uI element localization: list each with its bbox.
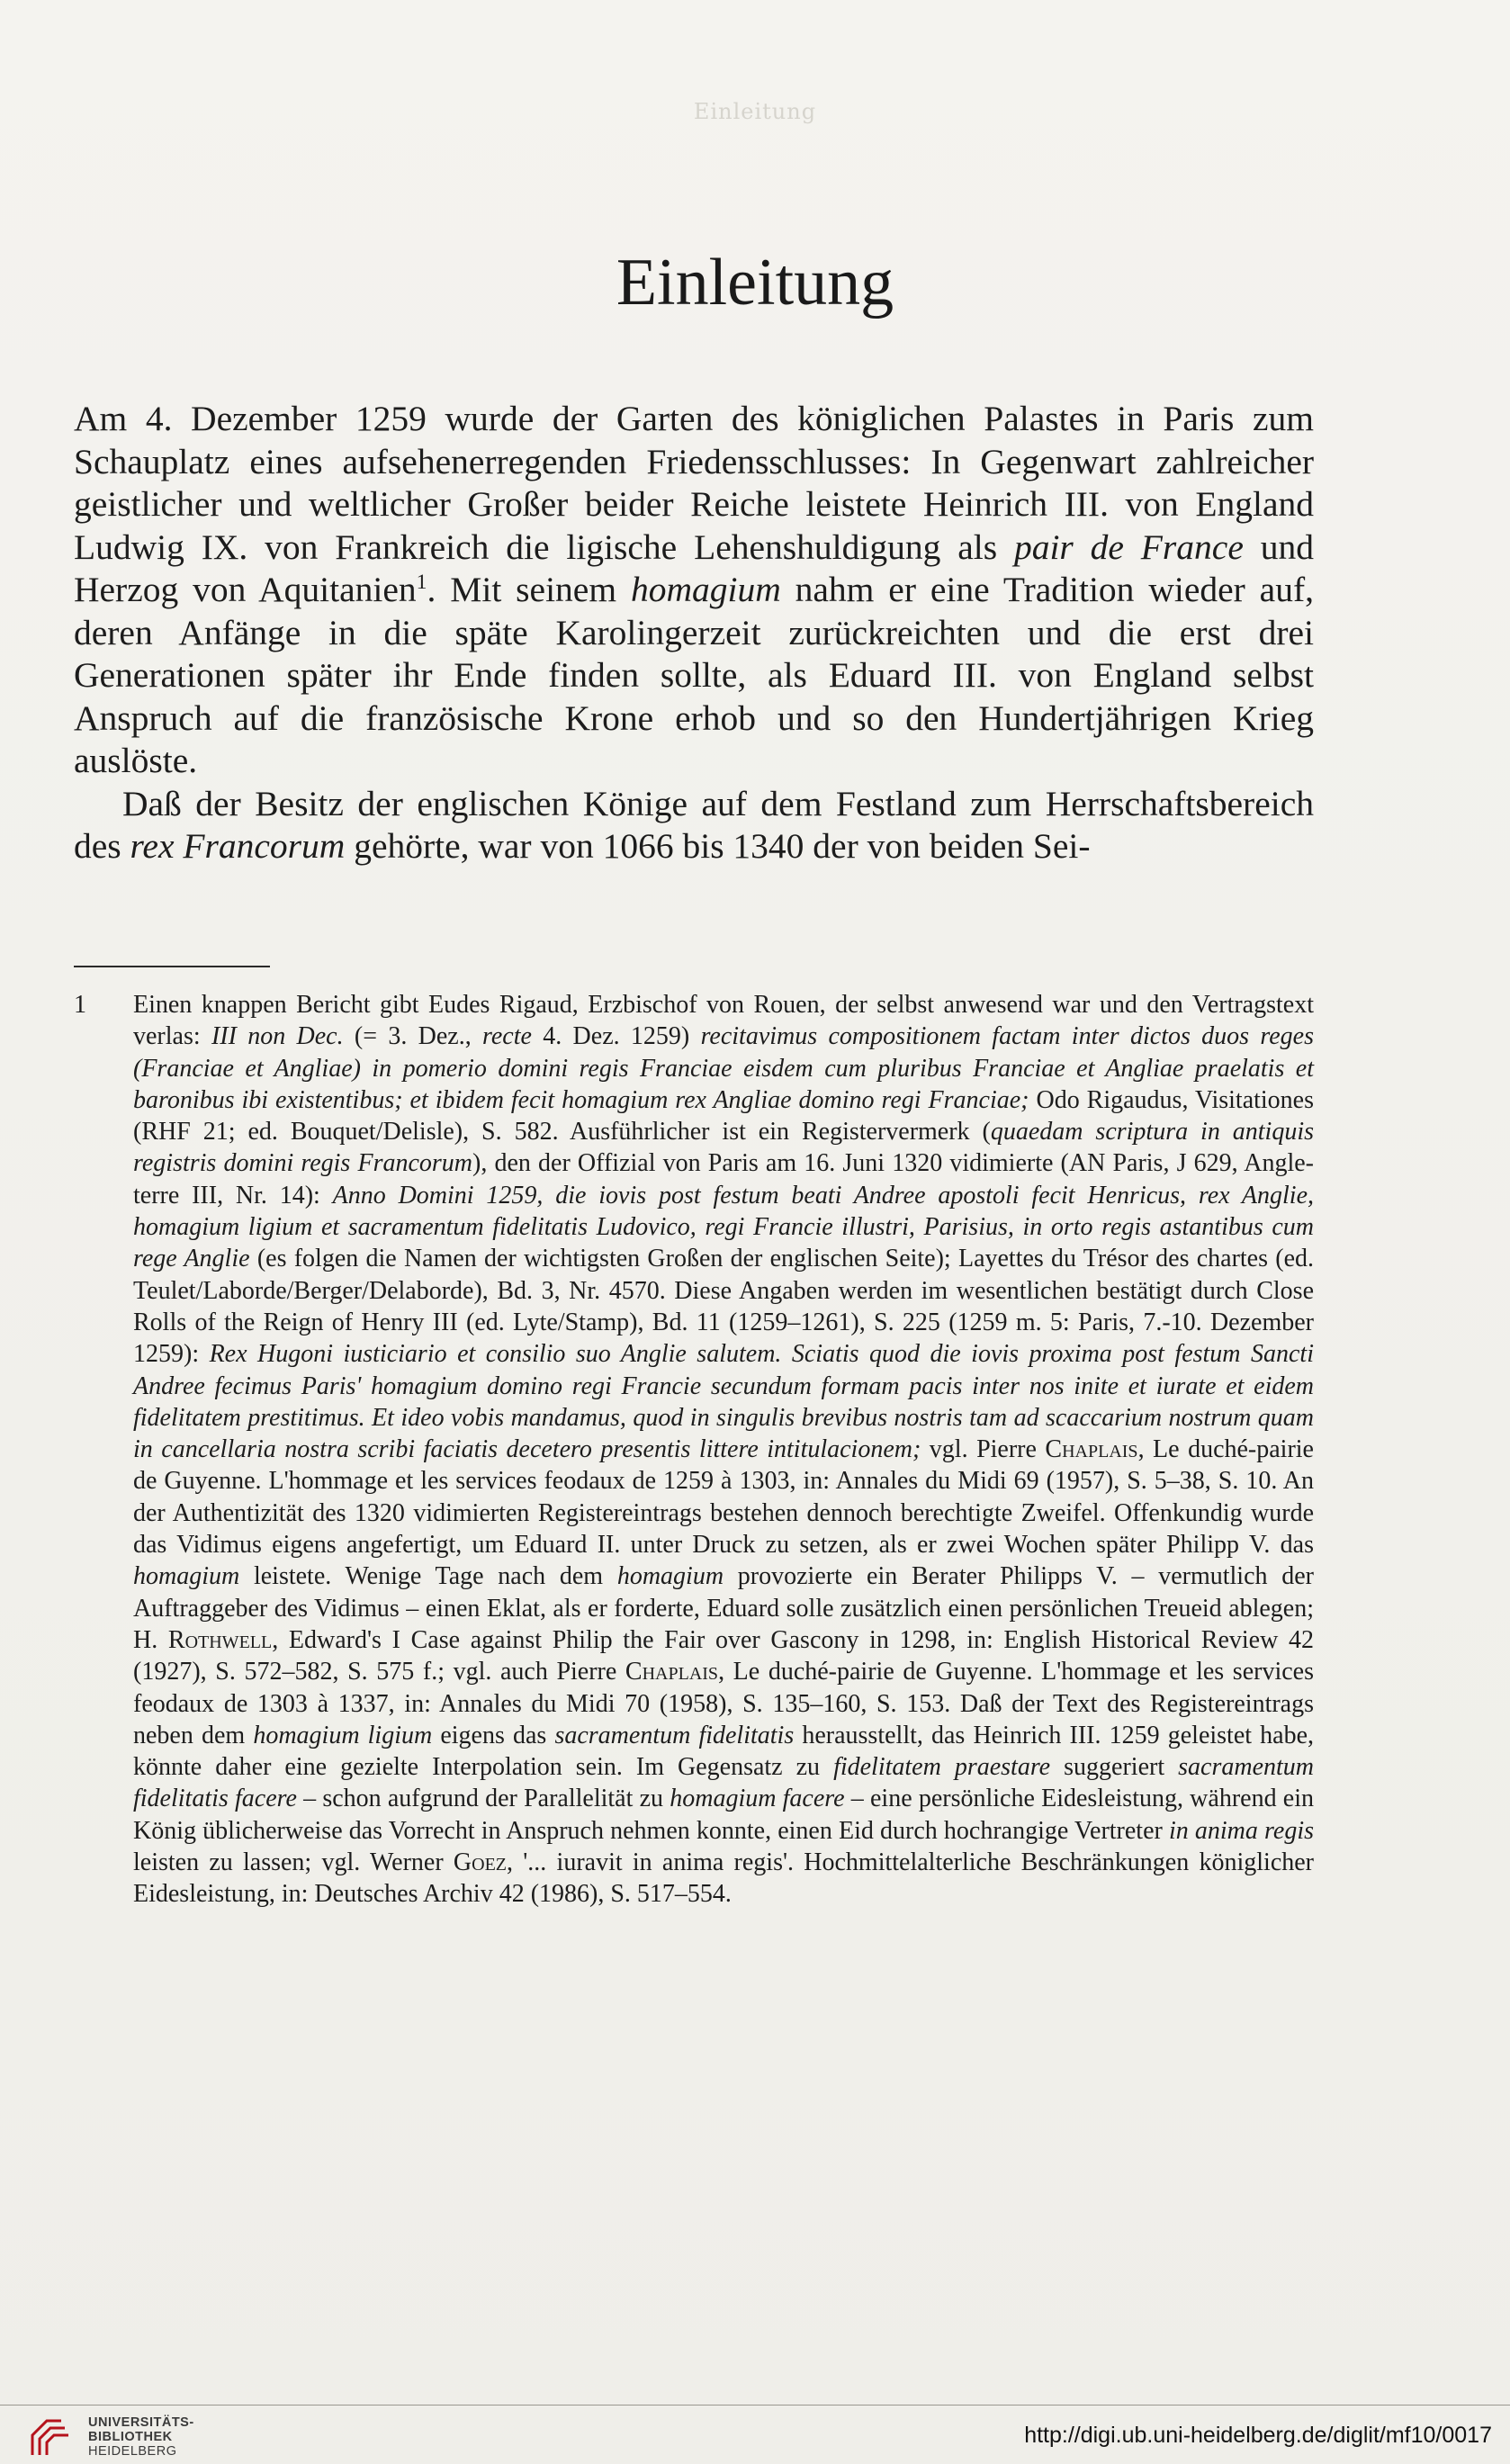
paragraph-1 [74,398,1314,783]
fn-seg: Odo Rigaudus, Visitationes (RHF 21; ed. Bouquet/Delisle), S. 582. Ausführlicher ist ein Registervermerk ( [133,1085,1315,1147]
fn-italic: recitavimus compositionem factam inter dictos duos reges (Franciae et Angliae) in pomerio domini regis Franciae eisdem cum pluribus Franciae et Angliae praelatis et baronibus ibi existentibus; et ibidem fecit homagium rex Angliae domino regi Franciae; [133,1022,1314,1114]
footnote-text [133,989,1314,1911]
fn-italic: sacramentum fidelitatis facere [133,1753,1314,1813]
library-logo-icon [27,2415,79,2459]
fn-italic: sacramentum fidelitatis [554,1721,795,1749]
logo-line-2: BIBLIOTHEK [88,2430,173,2444]
permalink-url[interactable]: http://digi.ub.uni-heidelberg.de/diglit/mf10/0017 [1024,2423,1492,2448]
fn-seg: suggeriert [1050,1753,1179,1782]
paragraph-1-text-d: nahm er eine Tradition wieder auf, deren Anfänge in die späte Karolingerzeit zurückreichten und die erst drei Generationen später ihr Ende finden sollte, als Eduard III. von England selbst Anspruch auf die französische Krone erhob und so den Hundertjährigen Krieg auslöste. [74,570,1314,780]
chapter-title: Einleitung [616,246,894,319]
fn-italic: in anima regis [1168,1816,1314,1845]
fn-italic: quaedam scriptura in antiquis registris domini regis Francorum [133,1118,1314,1178]
fn-seg: vgl. Pierre [921,1435,1046,1464]
fn-italic: homagium [133,1562,240,1591]
fn-author-goez: Goez [453,1848,508,1877]
library-logo-text [88,2415,194,2459]
main-text [74,398,1314,868]
fn-seg: leisten zu lassen; vgl. Werner [133,1848,454,1877]
logo-line-3: HEIDELBERG [88,2444,177,2459]
library-logo[interactable] [27,2415,194,2459]
footnote-number: 1 [74,991,86,1019]
fn-author-chaplais: Chaplais [625,1658,719,1686]
fn-seg: eigens das [432,1721,555,1749]
paragraph-2-text-a: Daß der Besitz der englischen Könige auf dem Festland zum Herrschaftsbereich des [74,783,1314,866]
fn-seg: 4. Dez. 1259) [531,1022,701,1051]
fn-seg: , Edward's I Case against Philip the Fair over Gascony in 1298, in: English Historical Review 42 (1927), S. 572–582, S. 575 f.; vgl. auch Pierre [133,1625,1314,1686]
fn-seg: herausstellt, das Heinrich III. 1259 geleistet habe, könnte daher eine gezielte Interpolation sein. Im Gegensatz zu [133,1721,1315,1782]
fn-italic: fidelitatem praestare [833,1753,1051,1782]
fn-italic: III non Dec. [211,1022,344,1051]
fn-seg: leistete. Wenige Tage nach dem [239,1562,617,1591]
fn-seg: – schon aufgrund der Parallelität zu [296,1785,670,1813]
fn-seg: (= 3. Dez., [343,1022,483,1051]
logo-line-1: UNIVERSITÄTS- [88,2415,194,2430]
footnote-1 [74,989,1314,1911]
paragraph-1-text-c: . Mit seinem [427,570,631,609]
fn-italic: homagium [616,1562,724,1591]
paragraph-2 [74,783,1314,868]
footer-divider [0,2405,1510,2406]
fn-italic: recte [482,1022,532,1051]
footnote-separator [74,966,270,967]
footnote-ref-1[interactable]: 1 [416,570,427,594]
fn-seg: , '... iuravit in anima regis'. Hochmittelalterliche Beschränkungen königlicher Eidesleistung, in: Deutsches Archiv 42 (1986), S. 517–554. [133,1848,1314,1909]
paragraph-2-italic-rex-francorum: rex Francorum [130,826,346,866]
fn-seg: ), den der Offizial von Paris am 16. Juni 1320 vidimierte (AN Paris, J 629, Angleterre III, Nr. 14): [133,1149,1314,1210]
paragraph-2-text-b: gehörte, war von 1066 bis 1340 der von beiden Sei- [345,826,1091,866]
bleed-through-running-header: Einleitung [693,99,817,124]
paragraph-1-italic-homagium: homagium [630,570,781,609]
fn-italic: Anno Domini 1259, die iovis post festum beati Andree apostoli fecit Henricus, rex Anglie, homagium ligium et sacramentum fidelitatis Ludovico, regi Francie illustri, Parisius, in orto regis astantibus cum rege Anglie [133,1181,1314,1273]
paragraph-1-text-a: Am 4. Dezember 1259 wurde der Garten des königlichen Palastes in Paris zum Schauplatz eines aufsehenerregenden Friedensschlusses: In Gegenwart zahlreicher geistlicher und weltlicher Großer beider Reiche leistete Heinrich III. von England Ludwig IX. von Frankreich die ligische Lehenshuldigung als [74,399,1314,567]
fn-seg: – eine persönliche Eidesleistung, während ein König üblicherweise das Vorrecht in Anspruch nehmen konnte, einen Eid durch hochrangige Vertreter [133,1785,1314,1845]
fn-author-chaplais: Chaplais [1045,1435,1138,1464]
fn-italic: homagium ligium [253,1721,433,1749]
paragraph-1-text-b: und Herzog von Aquitanien [74,526,1314,609]
fn-seg: Einen knappen Bericht gibt Eudes Rigaud, Erzbischof von Rouen, der selbst anwesend war und den Vertragstext verlas: [133,991,1314,1051]
fn-italic: Rex Hugoni iusticiario et consilio suo Anglie salutem. Sciatis quod die iovis proxima post festum Sancti Andree fecimus Paris' homagium domino regi Francie secundum formam pacis inter nos inite et iurate et eidem fidelitatem prestitimus. Et ideo vobis mandamus, quod in singulis brevibus nostris tam ad scaccarium nostrum quam in cancellaria nostra scribi faciatis decetero presentis littere intitulacionem; [133,1340,1314,1464]
fn-seg: , Le duché-pairie de Guyenne. L'hommage et les services feodaux de 1303 à 1337, in: Annales du Midi 70 (1958), S. 135–160, S. 153. Daß der Text des Registereintrags neben dem [133,1658,1314,1749]
fn-italic: homagium facere [670,1785,845,1813]
fn-author-rothwell: Rothwell [167,1625,273,1654]
fn-seg: , Le duché-pairie de Guyenne. L'hommage et les services feodaux de 1259 à 1303, in: Annales du Midi 69 (1957), S. 5–38, S. 10. An der Authentizität des 1320 vidimierten Registereintrags bestehen dennoch berechtigte Zweifel. Offenkundig wurde das Vidimus eigens angefertigt, um Eduard II. unter Druck zu setzen, als er zwei Wochen später Philipp V. das [133,1435,1314,1560]
fn-seg: provozierte ein Berater Philipps V. – vermutlich der Auftraggeber des Vidimus – einen Eklat, als er forderte, Eduard solle zusätzlich einen persönlichen Treueid ablegen; H. [133,1562,1315,1654]
fn-seg: (es folgen die Namen der wichtigsten Großen der englischen Seite); Layettes du Trésor des chartes (ed. Teulet/Laborde/Berger/Delaborde), Bd. 3, Nr. 4570. Diese Angaben werden im wesentlichen bestätigt durch Close Rolls of the Reign of Henry III (ed. Lyte/Stamp), Bd. 11 (1259–1261), S. 225 (1259 m. 5: Paris, 7.-10. Dezember 1259): [133,1245,1315,1369]
paragraph-1-italic-pair-de-france: pair de France [1013,526,1244,567]
